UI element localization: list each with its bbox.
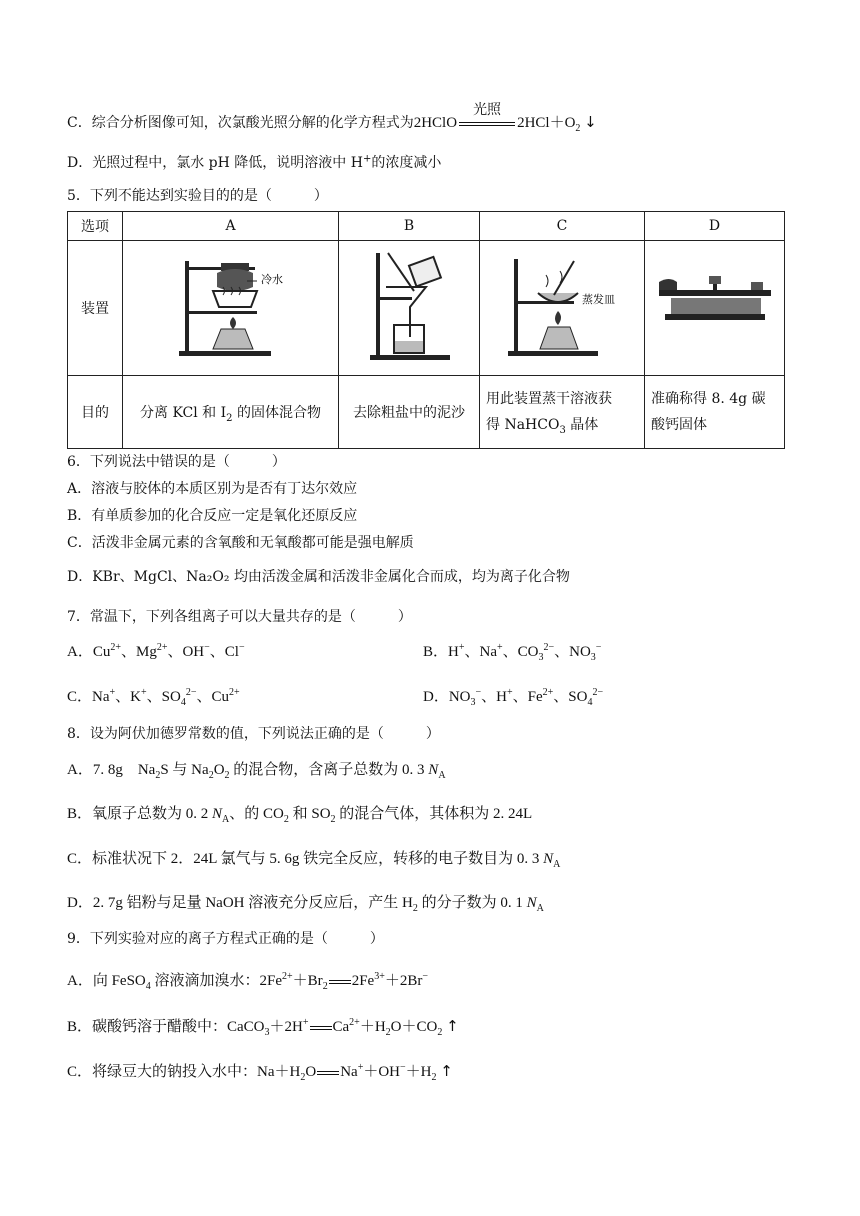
q7-option-a: A．$Cu^{2+}$、$Mg^{2+}$、OH−、Cl− (67, 642, 245, 660)
q4-option-c (67, 103, 597, 134)
q8-option-c: C．标准状况下 2．24L 氯气与 5. 6g 铁完全反应，转移的电子数目为 0. 3 $N_A$ (67, 851, 561, 870)
label-cold-water: 冷水 (260, 273, 283, 286)
table-header: B (339, 212, 480, 241)
purpose-a: 分离 KCl 和 $I_2$ 的固体混合物 (123, 376, 339, 449)
q8-option-a: A．7. 8g $Na_2S$ 与 $Na_2O_2$ 的混合物，含离子总数为 0. 3 $N_A$ (67, 762, 446, 781)
q8-option-d: D．2. 7g 铝粉与足量 NaOH 溶液充分反应后，产生 $H_2$ 的分子数为 0. 1 $N_A$ (67, 895, 544, 914)
table-header: C (480, 212, 645, 241)
apparatus-d-image (645, 241, 785, 376)
q7-stem: 7．常温下，下列各组离子可以大量共存的是（ ） (67, 609, 412, 625)
q4-c-condition: 光照 (473, 103, 502, 118)
purpose-c: 用此装置蒸干溶液获 得 NaHCO$_3$ 晶体 (480, 376, 645, 449)
q5-stem: 5．下列不能达到实验目的的是（ ） (67, 188, 328, 204)
q6-option-d: D．KBr、MgCl、Na₂O₂ 均由活泼金属和活泼非金属化合而成，均为离子化合物 (67, 569, 570, 585)
q4-c-text: C．综合分析图像可知，次氯酸光照分解的化学方程式为 (67, 115, 414, 131)
q9-option-b: B．碳酸钙溶于醋酸中：CaCO$_3$＋2H+ $Ca^{2+}+H_2O+CO_2$ ↑ (67, 1017, 459, 1038)
row-label-purpose: 目的 (68, 376, 123, 449)
row-label-device: 装置 (68, 241, 123, 376)
apparatus-b-image (339, 241, 480, 376)
apparatus-c-image (480, 241, 645, 376)
q5-table (67, 211, 784, 447)
q9-option-a: A．向 FeSO$_4$ 溶液滴加溴水：$2Fe^{2+}+Br_2$ $2Fe^{3+}+2Br^-$ (67, 971, 428, 992)
table-header: A (123, 212, 339, 241)
q6-stem: 6．下列说法中错误的是（ ） (67, 454, 286, 470)
down-arrow-icon: ↓ (584, 113, 597, 131)
q7-option-c: C．Na+、K+、$SO_4^{2-}$、$Cu^{2+}$ (67, 687, 240, 708)
q4-c-equation: 2HClO 光照 $2HCl+O_2$ ↓ (413, 103, 597, 134)
q7-option-d: D．$NO_3^-$、H+、$Fe^{2+}$、$SO_4^{2-}$ (423, 687, 604, 708)
q7-option-b: B．H+、Na+、$CO_3^{2-}$、$NO_3^-$ (423, 642, 602, 663)
q9-stem: 9．下列实验对应的离子方程式正确的是（ ） (67, 931, 384, 947)
table-header: D (645, 212, 785, 241)
q6-option-c: C．活泼非金属元素的含氧酸和无氧酸都可能是强电解质 (67, 535, 414, 551)
q6-option-b: B．有单质参加的化合反应一定是氧化还原反应 (67, 508, 358, 524)
purpose-b: 去除粗盐中的泥沙 (339, 376, 480, 449)
table-header: 选项 (68, 212, 123, 241)
q4-option-d: D．光照过程中，氯水 pH 降低，说明溶液中 H+的浓度减小 (67, 153, 442, 171)
label-evaporating-dish: 蒸发皿 (582, 293, 615, 306)
q8-option-b: B．氧原子总数为 0. 2 $N_A$、的 $CO_2$ 和 $SO_2$ 的混合气体，其体积为 2. 24L (67, 806, 533, 825)
apparatus-a-image (123, 241, 339, 376)
q6-option-a: A．溶液与胶体的本质区别为是否有丁达尔效应 (67, 481, 358, 497)
q9-option-c: C．将绿豆大的钠投入水中：$Na+H_2O$ $Na^++OH^-+H_2$ ↑ (67, 1062, 453, 1083)
q8-stem: 8．设为阿伏加德罗常数的值，下列说法正确的是（ ） (67, 726, 440, 742)
purpose-d: 准确称得 8. 4g 碳 酸钙固体 (645, 376, 785, 449)
